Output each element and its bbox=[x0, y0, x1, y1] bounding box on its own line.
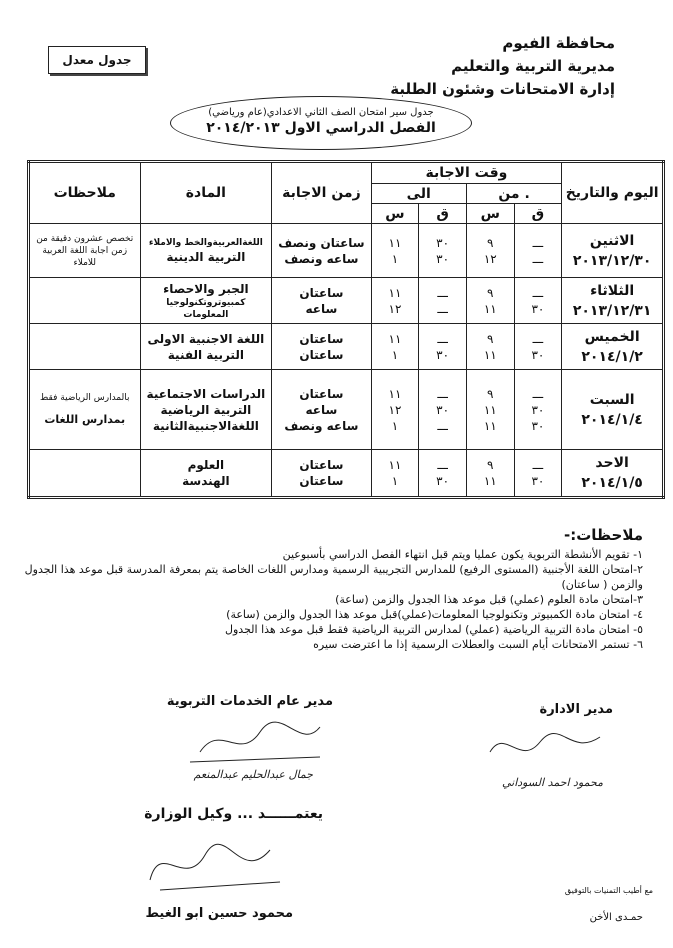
cell-value: ١١ bbox=[483, 418, 497, 433]
cell-value: ٣٠ bbox=[436, 235, 450, 250]
signature-scribble bbox=[480, 722, 610, 772]
cell-value: ـــ bbox=[437, 331, 448, 346]
duration-value: ساعه bbox=[305, 402, 338, 417]
duration-value: ساعتان bbox=[299, 386, 344, 401]
note-item: ٢-امتحان اللغة الأجنبية (المستوى الرفيع) للمدارس التجريبية الرسمية ومدارس اللغات الخاصة يتم بمعرفة المدرسة قبل موعد هذا الجدول والزمن ( ساعتان) bbox=[24, 563, 643, 591]
header-duration: زمن الاجابة bbox=[272, 162, 371, 224]
governorate-name: محافظة الفيوم bbox=[502, 34, 615, 52]
duration-value: ساعتان bbox=[299, 458, 344, 472]
table-row bbox=[29, 224, 664, 278]
cell-value: ٣٠ bbox=[436, 251, 450, 266]
cell-value: ـــ bbox=[437, 285, 448, 300]
subject-value: الجبر والاحصاء bbox=[163, 281, 249, 296]
cell-value: ٩ bbox=[487, 235, 494, 250]
subject-cell bbox=[140, 278, 272, 324]
subject-value: اللغةالاجنبيةالثانية bbox=[152, 418, 259, 433]
from-minutes-cell bbox=[514, 278, 562, 324]
day-date-cell bbox=[562, 324, 664, 370]
notes-section bbox=[23, 528, 643, 652]
cell-value: ـــ bbox=[437, 301, 448, 316]
duration-cell bbox=[272, 224, 371, 278]
signature-scribble bbox=[130, 830, 290, 900]
notes-cell bbox=[29, 370, 141, 450]
note-item: ٦- تستمر الامتحانات أيام السبت والعطلات الرسمية إذا ما اعترضت سيره bbox=[313, 638, 643, 651]
table-row bbox=[29, 450, 664, 498]
subject-value: التربية الفنية bbox=[167, 347, 244, 362]
cell-value: ٣٠ bbox=[436, 474, 450, 488]
general-services-title: مدير عام الخدمات التربوية bbox=[166, 694, 333, 709]
modified-badge: جدول معدل bbox=[48, 46, 146, 74]
exam-schedule-table bbox=[27, 160, 665, 499]
subject-value: العلوم bbox=[187, 458, 225, 472]
day-name: الاحد bbox=[595, 455, 629, 471]
from-hours-cell bbox=[466, 370, 514, 450]
duration-value: ساعتان bbox=[299, 347, 344, 362]
exam-title-oval bbox=[170, 96, 472, 150]
cell-value: ـــ bbox=[437, 418, 448, 433]
to-minutes-cell bbox=[419, 278, 467, 324]
duration-value: ساعه bbox=[305, 301, 338, 316]
day-name: السبت bbox=[589, 391, 635, 408]
to-hours-cell bbox=[371, 450, 419, 498]
footer-name: حمـدى الأخن bbox=[589, 912, 643, 923]
from-minutes-cell bbox=[514, 224, 562, 278]
cell-value: ١١ bbox=[388, 235, 402, 250]
to-hours-cell bbox=[371, 278, 419, 324]
exam-title-line2: الفصل الدراسي الاول ٢٠١٤/٢٠١٣ bbox=[206, 120, 436, 136]
signature-scribble bbox=[180, 712, 330, 772]
to-minutes-cell bbox=[419, 224, 467, 278]
to-hours-cell bbox=[371, 224, 419, 278]
duration-value: ساعه ونصف bbox=[284, 251, 359, 266]
header-notes: ملاحظات bbox=[29, 162, 141, 224]
note-item: ٣-امتحان مادة العلوم (عملي) قبل موعد هذا الجدول والزمن (ساعة) bbox=[335, 593, 643, 606]
header bbox=[355, 32, 615, 101]
day-date-cell bbox=[562, 370, 664, 450]
duration-cell bbox=[272, 370, 371, 450]
duration-cell bbox=[272, 450, 371, 498]
header-day-date: اليوم والتاريخ bbox=[562, 162, 664, 224]
admin-name: محمود احمد السوداني bbox=[501, 776, 603, 789]
exam-date: ٢٠١٤/١/٢ bbox=[581, 348, 643, 365]
cell-value: ١١ bbox=[388, 458, 402, 472]
subject-cell bbox=[140, 450, 272, 498]
cell-value: ـــ bbox=[532, 251, 544, 266]
general-services-name: جمال عبدالحليم عبدالمنعم bbox=[193, 768, 313, 781]
notes-cell bbox=[29, 324, 141, 370]
day-date-cell bbox=[562, 278, 664, 324]
subject-value: اللغةالعربيةوالخط والاملاء bbox=[148, 237, 263, 248]
subject-cell bbox=[140, 324, 272, 370]
cell-value: ٣٠ bbox=[531, 402, 545, 417]
subject-value: الدراسات الاجتماعية bbox=[146, 386, 266, 401]
day-date-cell bbox=[562, 224, 664, 278]
table-row bbox=[29, 370, 664, 450]
cell-value: ٣٠ bbox=[531, 418, 545, 433]
footer-wish: مع أطيب التمنيات بالتوفيق bbox=[564, 886, 653, 895]
cell-value: ـــ bbox=[437, 386, 448, 401]
duration-cell bbox=[272, 278, 371, 324]
cell-value: ـــ bbox=[532, 235, 544, 250]
undersecretary-name: محمود حسين ابو الغيط bbox=[145, 906, 293, 921]
notes-cell bbox=[29, 450, 141, 498]
from-hours-cell bbox=[466, 224, 514, 278]
header-to-hours: س bbox=[371, 204, 419, 224]
subject-cell bbox=[140, 370, 272, 450]
directorate-name: مديرية التربية والتعليم bbox=[451, 57, 615, 75]
duration-value: ساعتان bbox=[299, 285, 344, 300]
note-line: بمدارس اللغات bbox=[44, 412, 126, 426]
cell-value: ١٢ bbox=[388, 402, 402, 417]
cell-value: ٣٠ bbox=[436, 347, 450, 362]
cell-value: ١ bbox=[391, 418, 399, 433]
to-minutes-cell bbox=[419, 324, 467, 370]
from-minutes-cell bbox=[514, 450, 562, 498]
exam-date: ٢٠١٤/١/٥ bbox=[581, 475, 643, 491]
day-name: الثلاثاء bbox=[590, 282, 635, 299]
cell-value: ١١ bbox=[388, 386, 402, 401]
cell-value: ٩ bbox=[487, 331, 494, 346]
subject-value: التربية الدينية bbox=[166, 249, 246, 264]
cell-value: ١١ bbox=[388, 331, 402, 346]
admin-title: مدير الادارة bbox=[539, 702, 613, 717]
cell-value: ٩ bbox=[487, 386, 494, 401]
cell-value: ٩ bbox=[487, 458, 494, 472]
cell-value: ٩ bbox=[487, 285, 494, 300]
to-hours-cell bbox=[371, 370, 419, 450]
day-name: الاثنين bbox=[589, 232, 635, 249]
note-item: ١- تقويم الأنشطة التربوية يكون عمليا ويتم قبل انتهاء الفصل الدراسي بأسبوعين bbox=[282, 548, 643, 561]
cell-value: ١١ bbox=[483, 347, 497, 362]
header-subject: المادة bbox=[140, 162, 272, 224]
subject-value: اللغة الاجنبية الاولى bbox=[147, 331, 265, 346]
cell-value: ١١ bbox=[483, 474, 497, 488]
subject-value: الهندسة bbox=[182, 474, 230, 488]
header-answer-time: وقت الاجابة bbox=[371, 162, 562, 184]
cell-value: ١ bbox=[391, 474, 399, 488]
cell-value: ـــ bbox=[532, 386, 544, 401]
cell-value: ـــ bbox=[437, 458, 448, 472]
subject-value: التربية الرياضية bbox=[160, 402, 252, 417]
notes-cell: تخصص عشرون دقيقة من زمن اجابة اللغة العربية للاملاء bbox=[29, 224, 141, 278]
cell-value: ١١ bbox=[483, 301, 497, 316]
cell-value: ١ bbox=[391, 251, 399, 266]
to-minutes-cell bbox=[419, 450, 467, 498]
from-hours-cell bbox=[466, 278, 514, 324]
cell-value: ـــ bbox=[532, 458, 544, 472]
exam-date: ٢٠١٤/١/٤ bbox=[581, 411, 643, 428]
note-item: ٤- امتحان مادة الكمبيوتر وتكنولوجيا المعلومات(عملي)قبل موعد هذا الجدول والزمن (ساعة) bbox=[226, 608, 643, 621]
from-minutes-cell bbox=[514, 370, 562, 450]
duration-value: ساعتان ونصف bbox=[278, 235, 365, 250]
note-item: ٥- امتحان مادة التربية الرياضية (عملي) لمدارس التربية الرياضية فقط قبل موعد هذا الجدول bbox=[225, 623, 643, 636]
table-row bbox=[29, 324, 664, 370]
from-hours-cell bbox=[466, 324, 514, 370]
duration-cell bbox=[272, 324, 371, 370]
cell-value: ١ bbox=[391, 347, 399, 362]
note-line: بالمدارس الرياضية فقط bbox=[39, 392, 130, 403]
exam-date: ٢٠١٣/١٢/٣٠ bbox=[572, 252, 652, 269]
to-hours-cell bbox=[371, 324, 419, 370]
cell-value: ٣٠ bbox=[531, 347, 545, 362]
header-from: . من bbox=[466, 184, 561, 204]
cell-value: ٣٠ bbox=[531, 301, 545, 316]
cell-value: ٣٠ bbox=[436, 402, 450, 417]
cell-value: ١٢ bbox=[483, 251, 497, 266]
notes-cell bbox=[29, 278, 141, 324]
table-row bbox=[29, 278, 664, 324]
cell-value: ٣٠ bbox=[531, 474, 545, 488]
to-minutes-cell bbox=[419, 370, 467, 450]
approval-text: يعتمــــــد ... وكيل الوزارة bbox=[144, 806, 323, 822]
exam-title-line1: جدول سير امتحان الصف الثاني الاعدادي(عام ورياضي) bbox=[208, 107, 434, 118]
header-from-minutes: ق bbox=[514, 204, 562, 224]
exam-date: ٢٠١٣/١٢/٣١ bbox=[572, 302, 652, 319]
cell-value: ١١ bbox=[388, 285, 402, 300]
header-to-minutes: ق bbox=[419, 204, 467, 224]
from-hours-cell bbox=[466, 450, 514, 498]
day-name: الخميس bbox=[584, 328, 640, 345]
cell-value: ـــ bbox=[532, 331, 544, 346]
cell-value: ١١ bbox=[483, 402, 497, 417]
header-to: الى bbox=[371, 184, 466, 204]
subject-cell bbox=[140, 224, 272, 278]
department-name: إدارة الامتحانات وشئون الطلبة bbox=[390, 80, 615, 98]
day-date-cell bbox=[562, 450, 664, 498]
notes-title: ملاحظات:- bbox=[563, 526, 643, 544]
cell-value: ـــ bbox=[532, 285, 544, 300]
header-from-hours: س bbox=[466, 204, 514, 224]
cell-value: ١٢ bbox=[388, 301, 402, 316]
duration-value: ساعتان bbox=[299, 331, 344, 346]
duration-value: ساعه ونصف bbox=[284, 418, 359, 433]
subject-value: كمبيوتروتكنولوجيا المعلومات bbox=[166, 297, 246, 320]
duration-value: ساعتان bbox=[299, 474, 344, 488]
from-minutes-cell bbox=[514, 324, 562, 370]
